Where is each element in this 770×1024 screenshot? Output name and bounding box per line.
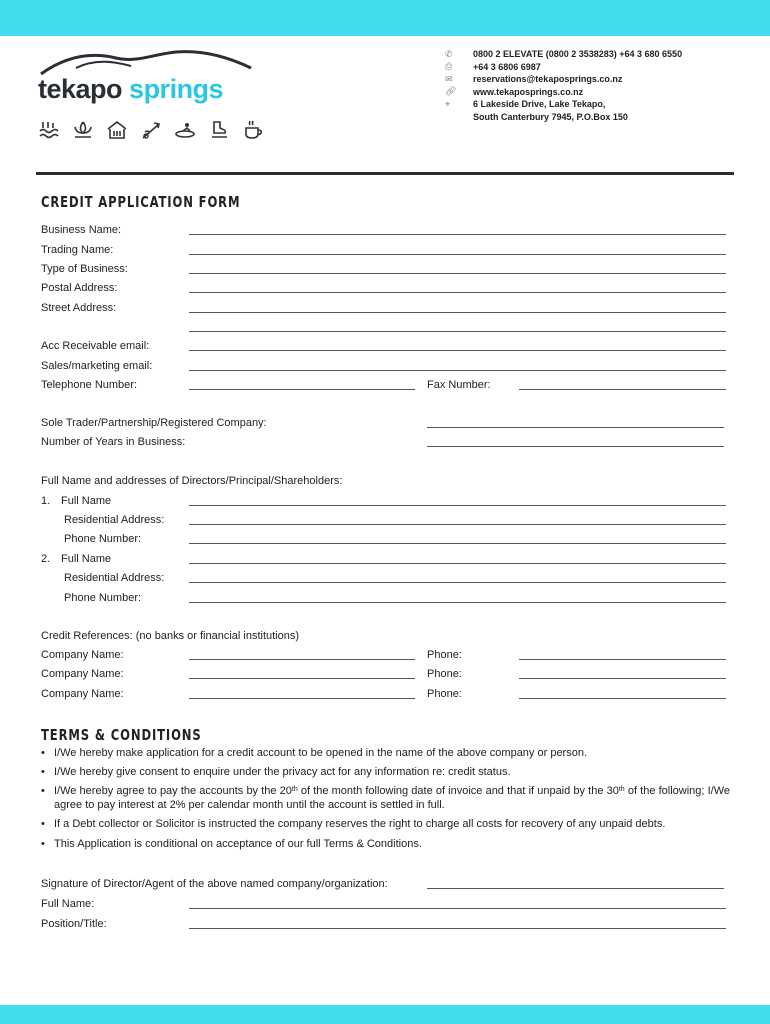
link-icon: 🔗︎	[445, 86, 457, 97]
business-name-label: Business Name:	[41, 224, 122, 236]
tekapo-springs-logo	[36, 48, 266, 108]
director-2-phone-field[interactable]	[189, 602, 726, 603]
contact-web-row	[445, 86, 682, 99]
directors-heading: Full Name and addresses of Directors/Principal/Shareholders:	[41, 475, 343, 487]
bullet-icon: •	[41, 818, 45, 830]
reference-1-company-field[interactable]	[189, 659, 415, 660]
director-2-number: 2.	[41, 553, 51, 565]
terms-sup-20th: th	[291, 786, 298, 793]
fax-number-label: Fax Number:	[427, 379, 491, 391]
postal-address-label: Postal Address:	[41, 282, 118, 294]
reference-3-phone-label: Phone:	[427, 688, 462, 700]
street-address-field[interactable]	[189, 312, 726, 313]
reference-2-phone-field[interactable]	[519, 678, 726, 679]
entity-type-label: Sole Trader/Partnership/Registered Company:	[41, 417, 267, 429]
reference-1-company-label: Company Name:	[41, 649, 124, 661]
postal-address-field[interactable]	[189, 292, 726, 293]
reference-3-company-label: Company Name:	[41, 688, 124, 700]
contact-address-1: 6 Lakeside Drive, Lake Tekapo,	[473, 99, 606, 110]
director-1-residential-label: Residential Address:	[64, 514, 165, 526]
signature-field[interactable]	[427, 888, 724, 889]
position-title-field[interactable]	[189, 928, 726, 929]
reference-1-phone-field[interactable]	[519, 659, 726, 660]
contact-website[interactable]: www.tekaposprings.co.nz	[473, 86, 584, 97]
telephone-number-label: Telephone Number:	[41, 379, 138, 391]
director-2-full-name-label: Full Name	[61, 553, 112, 565]
director-2-full-name-field[interactable]	[189, 563, 726, 564]
reference-2-phone-label: Phone:	[427, 668, 462, 680]
telephone-number-field[interactable]	[189, 389, 415, 390]
form-title: CREDIT APPLICATION FORM	[41, 193, 241, 211]
sauna-icon	[106, 119, 128, 141]
bullet-icon: •	[41, 766, 45, 778]
contact-phone: 0800 2 ELEVATE (0800 2 3538283) +64 3 680 6550	[473, 49, 683, 60]
contact-fax: +64 3 6806 6987	[473, 61, 541, 72]
top-banner	[0, 0, 770, 36]
sales-marketing-email-label: Sales/marketing email:	[41, 360, 153, 372]
contact-phone-row	[445, 48, 682, 61]
bullet-icon: •	[41, 785, 45, 797]
director-1-phone-label: Phone Number:	[64, 533, 142, 545]
acc-receivable-email-field[interactable]	[189, 350, 726, 351]
director-1-residential-field[interactable]	[189, 524, 726, 525]
trading-name-label: Trading Name:	[41, 244, 114, 256]
fax-icon: ⎙	[445, 61, 453, 72]
terms-text-2: I/We hereby give consent to enquire under the privacy act for any information re: credit status.	[54, 766, 511, 778]
reference-2-company-field[interactable]	[189, 678, 415, 679]
director-1-number: 1.	[41, 495, 51, 507]
signature-label: Signature of Director/Agent of the above named company/organization:	[41, 878, 388, 890]
contact-address-2: South Canterbury 7945, P.O.Box 150	[473, 111, 628, 122]
position-title-label: Position/Title:	[41, 918, 107, 930]
logo-word-springs: springs	[129, 74, 224, 104]
hot-pools-icon	[38, 119, 60, 141]
bottom-banner	[0, 1005, 770, 1024]
trading-name-field[interactable]	[189, 254, 726, 255]
spa-icon	[72, 119, 94, 141]
reference-3-phone-field[interactable]	[519, 698, 726, 699]
reference-2-company-label: Company Name:	[41, 668, 124, 680]
bullet-icon: •	[41, 747, 45, 759]
director-2-phone-label: Phone Number:	[64, 592, 142, 604]
email-icon: ✉	[445, 73, 453, 84]
contact-block	[445, 48, 682, 123]
business-name-field[interactable]	[189, 234, 726, 235]
contact-address-row-2	[445, 111, 682, 124]
cafe-icon	[242, 119, 264, 141]
signatory-full-name-label: Full Name:	[41, 898, 95, 910]
director-1-phone-field[interactable]	[189, 543, 726, 544]
snow-tubing-icon	[140, 119, 162, 141]
director-2-residential-field[interactable]	[189, 582, 726, 583]
type-of-business-label: Type of Business:	[41, 263, 128, 275]
skating-icon	[174, 119, 196, 141]
fax-number-field[interactable]	[519, 389, 726, 390]
street-address-field-2[interactable]	[189, 331, 726, 332]
logo-word-tekapo: tekapo	[38, 74, 123, 104]
director-2-residential-label: Residential Address:	[64, 572, 165, 584]
ice-skate-icon	[208, 119, 230, 141]
terms-text-1: I/We hereby make application for a credit account to be opened in the name of the above company or person.	[54, 747, 588, 759]
credit-references-heading: Credit References: (no banks or financial institutions)	[41, 630, 300, 642]
contact-email[interactable]: reservations@tekaposprings.co.nz	[473, 74, 623, 85]
years-in-business-label: Number of Years in Business:	[41, 436, 186, 448]
terms-text-5: This Application is conditional on acceptance of our full Terms & Conditions.	[54, 838, 422, 850]
type-of-business-field[interactable]	[189, 273, 726, 274]
director-1-full-name-label: Full Name	[61, 495, 112, 507]
terms-text-3b: of the month following date of invoice and that if unpaid by the 30	[297, 785, 619, 797]
terms-text-3a: I/We hereby agree to pay the accounts by the 20	[54, 785, 292, 797]
terms-text-4: If a Debt collector or Solicitor is instructed the company reserves the right to charge all costs for recovery of any unpaid debts.	[54, 818, 666, 830]
signatory-full-name-field[interactable]	[189, 908, 726, 909]
terms-title: TERMS & CONDITIONS	[41, 726, 202, 744]
director-1-full-name-field[interactable]	[189, 505, 726, 506]
contact-email-row	[445, 73, 682, 86]
activity-icons	[38, 119, 264, 141]
sales-marketing-email-field[interactable]	[189, 370, 726, 371]
header-divider	[36, 172, 734, 175]
terms-text-3	[54, 785, 730, 812]
terms-sup-30th: th	[618, 786, 625, 793]
terms-text-3c: of the following; I/We agree to pay interest at 2% per calendar month until the account is settled in full.	[54, 785, 731, 811]
street-address-label: Street Address:	[41, 302, 117, 314]
bullet-icon: •	[41, 838, 45, 850]
acc-receivable-email-label: Acc Receivable email:	[41, 340, 150, 352]
reference-1-phone-label: Phone:	[427, 649, 462, 661]
entity-type-field[interactable]	[427, 427, 724, 428]
contact-address-row	[445, 98, 682, 111]
phone-icon: ✆	[445, 48, 453, 59]
logo-wordmark	[38, 74, 223, 105]
contact-fax-row	[445, 61, 682, 74]
years-in-business-field[interactable]	[427, 446, 724, 447]
reference-3-company-field[interactable]	[189, 698, 415, 699]
location-pin-icon: ⌖	[445, 98, 451, 109]
